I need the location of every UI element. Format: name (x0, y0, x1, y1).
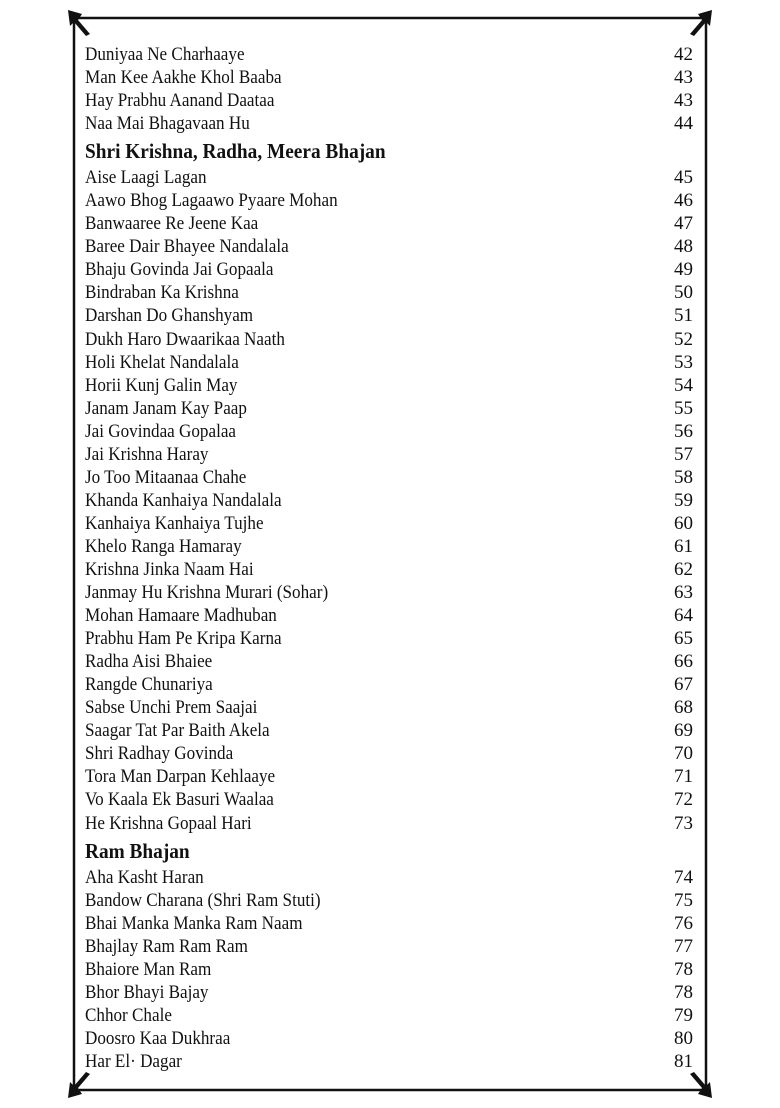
toc-entry-title: Jai Krishna Haray (85, 443, 209, 465)
toc-entry-title: Bhajlay Ram Ram Ram (85, 935, 248, 957)
toc-entry-title: Bindraban Ka Krishna (85, 282, 239, 304)
toc-entry (85, 374, 695, 397)
toc-entry-page: 64 (674, 605, 693, 627)
toc-entry (85, 627, 695, 650)
toc-entry-page: 71 (674, 766, 693, 788)
toc-entry-page: 75 (674, 889, 693, 911)
toc-entry-page: 56 (674, 420, 693, 442)
toc-entry-title: Rangde Chunariya (85, 674, 213, 696)
toc-entry (85, 958, 695, 981)
toc-entry (85, 512, 695, 535)
toc-entry-title: Jai Govindaa Gopalaa (85, 420, 237, 442)
toc-entry (85, 812, 695, 835)
toc-entry (85, 981, 695, 1004)
toc-entry (85, 558, 695, 581)
toc-entry (85, 189, 695, 212)
toc-entry-page: 63 (674, 582, 693, 604)
toc-entry (85, 351, 695, 374)
corner-ornament-top-right-icon (690, 10, 712, 36)
toc-entry-page: 78 (674, 981, 693, 1003)
toc-entry-page: 72 (674, 789, 693, 811)
toc-entry (85, 1027, 695, 1050)
toc-entry-title: Man Kee Aakhe Khol Baaba (85, 67, 282, 89)
toc-entry-page: 59 (674, 489, 693, 511)
toc-entry-title: Prabhu Ham Pe Kripa Karna (85, 628, 282, 650)
toc-entry (85, 696, 695, 719)
toc-entry (85, 1004, 695, 1027)
toc-entry-page: 48 (674, 236, 693, 258)
toc-entry-title: He Krishna Gopaal Hari (85, 812, 252, 834)
toc-entry (85, 112, 695, 135)
toc-entry (85, 443, 695, 466)
toc-entry-title: Bhaju Govinda Jai Gopaala (85, 259, 274, 281)
corner-ornament-top-left-icon (68, 10, 90, 36)
toc-entry-page: 57 (674, 443, 693, 465)
toc-entry-page: 58 (674, 466, 693, 488)
toc-entry-title: Naa Mai Bhagavaan Hu (85, 113, 250, 135)
toc-entry-title: Dukh Haro Dwaarikaa Naath (85, 328, 285, 350)
toc-entry (85, 89, 695, 112)
toc-entry-title: Vo Kaala Ek Basuri Waalaa (85, 789, 274, 811)
toc-entry (85, 866, 695, 889)
section-heading-text: Ram Bhajan (85, 838, 190, 863)
toc-entry (85, 788, 695, 811)
toc-entry (85, 742, 695, 765)
toc-entry (85, 673, 695, 696)
toc-entry-title: Mohan Hamaare Madhuban (85, 605, 277, 627)
toc-entry-page: 43 (674, 67, 693, 89)
toc-entry (85, 650, 695, 673)
toc-entry-title: Har El· Dagar (85, 1050, 182, 1072)
toc-entry-title: Aawo Bhog Lagaawo Pyaare Mohan (85, 190, 338, 212)
toc-entry-page: 54 (674, 374, 693, 396)
toc-entry-title: Kanhaiya Kanhaiya Tujhe (85, 512, 264, 534)
toc-entry-title: Bhai Manka Manka Ram Naam (85, 912, 303, 934)
corner-ornament-bottom-right-icon (690, 1072, 712, 1098)
toc-entry-title: Baree Dair Bhayee Nandalala (85, 236, 289, 258)
toc-entry-title: Khanda Kanhaiya Nandalala (85, 489, 282, 511)
toc-entry (85, 166, 695, 189)
toc-entry-title: Aha Kasht Haran (85, 866, 204, 888)
toc-entry-page: 60 (674, 512, 693, 534)
toc-entry (85, 912, 695, 935)
toc-entry (85, 281, 695, 304)
toc-entry (85, 604, 695, 627)
toc-entry-title: Banwaaree Re Jeene Kaa (85, 213, 259, 235)
toc-entry-title: Khelo Ranga Hamaray (85, 535, 242, 557)
toc-entry-page: 77 (674, 935, 693, 957)
toc-entry-title: Hay Prabhu Aanand Daataa (85, 90, 275, 112)
toc-entry-title: Holi Khelat Nandalala (85, 351, 239, 373)
section-heading-text: Shri Krishna, Radha, Meera Bhajan (85, 139, 386, 164)
toc-entry-title: Shri Radhay Govinda (85, 743, 234, 765)
toc-entry-page: 52 (674, 328, 693, 350)
toc-entry-title: Darshan Do Ghanshyam (85, 305, 254, 327)
toc-entry (85, 258, 695, 281)
toc-entry-page: 76 (674, 912, 693, 934)
toc-entry (85, 889, 695, 912)
toc-entry-page: 50 (674, 282, 693, 304)
toc-entry-page: 70 (674, 743, 693, 765)
toc-entry-title: Horii Kunj Galin May (85, 374, 238, 396)
table-of-contents (85, 43, 695, 1073)
toc-entry-title: Duniyaa Ne Charhaaye (85, 44, 245, 65)
toc-entry (85, 397, 695, 420)
toc-entry (85, 935, 695, 958)
toc-entry-title: Jo Too Mitaanaa Chahe (85, 466, 247, 488)
toc-entry-page: 51 (674, 305, 693, 327)
toc-entry-page: 69 (674, 720, 693, 742)
toc-entry-page: 46 (674, 190, 693, 212)
toc-entry-title: Bhor Bhayi Bajay (85, 981, 209, 1003)
toc-entry-page: 67 (674, 674, 693, 696)
toc-entry-page: 42 (674, 44, 693, 65)
toc-entry-page: 61 (674, 535, 693, 557)
toc-entry-page: 74 (674, 866, 693, 888)
toc-entry (85, 466, 695, 489)
toc-entry-page: 45 (674, 167, 693, 189)
toc-entry-title: Doosro Kaa Dukhraa (85, 1027, 231, 1049)
toc-entry-page: 44 (674, 113, 693, 135)
toc-entry-title: Chhor Chale (85, 1004, 172, 1026)
toc-entry-title: Janam Janam Kay Paap (85, 397, 247, 419)
toc-entry (85, 719, 695, 742)
toc-entry-page: 80 (674, 1027, 693, 1049)
toc-entry-page: 81 (674, 1050, 693, 1072)
toc-entry (85, 328, 695, 351)
toc-entry-title: Janmay Hu Krishna Murari (Sohar) (85, 582, 329, 604)
toc-entry (85, 235, 695, 258)
toc-entry (85, 43, 695, 66)
toc-entry (85, 765, 695, 788)
toc-entry (85, 535, 695, 558)
toc-entry-page: 68 (674, 697, 693, 719)
toc-entry (85, 212, 695, 235)
toc-entry-page: 79 (674, 1004, 693, 1026)
toc-entry-title: Saagar Tat Par Baith Akela (85, 720, 270, 742)
toc-entry-title: Krishna Jinka Naam Hai (85, 558, 254, 580)
toc-entry (85, 304, 695, 327)
toc-entry (85, 1050, 695, 1073)
toc-entry-title: Bhaiore Man Ram (85, 958, 212, 980)
corner-ornament-bottom-left-icon (68, 1072, 90, 1098)
toc-entry-page: 65 (674, 628, 693, 650)
toc-entry-page: 78 (674, 958, 693, 980)
toc-entry-title: Bandow Charana (Shri Ram Stuti) (85, 889, 321, 911)
section-heading (85, 135, 695, 166)
toc-entry (85, 66, 695, 89)
toc-entry-title: Radha Aisi Bhaiee (85, 651, 213, 673)
toc-entry (85, 489, 695, 512)
toc-entry-title: Tora Man Darpan Kehlaaye (85, 766, 276, 788)
toc-entry-page: 62 (674, 558, 693, 580)
section-heading (85, 835, 695, 866)
toc-entry-page: 73 (674, 812, 693, 834)
toc-entry-page: 55 (674, 397, 693, 419)
toc-entry-page: 49 (674, 259, 693, 281)
toc-entry (85, 581, 695, 604)
toc-entry-page: 66 (674, 651, 693, 673)
toc-entry (85, 420, 695, 443)
toc-entry-page: 53 (674, 351, 693, 373)
toc-entry-page: 43 (674, 90, 693, 112)
toc-entry-title: Aise Laagi Lagan (85, 167, 207, 189)
toc-entry-title: Sabse Unchi Prem Saajai (85, 697, 258, 719)
toc-entry-page: 47 (674, 213, 693, 235)
